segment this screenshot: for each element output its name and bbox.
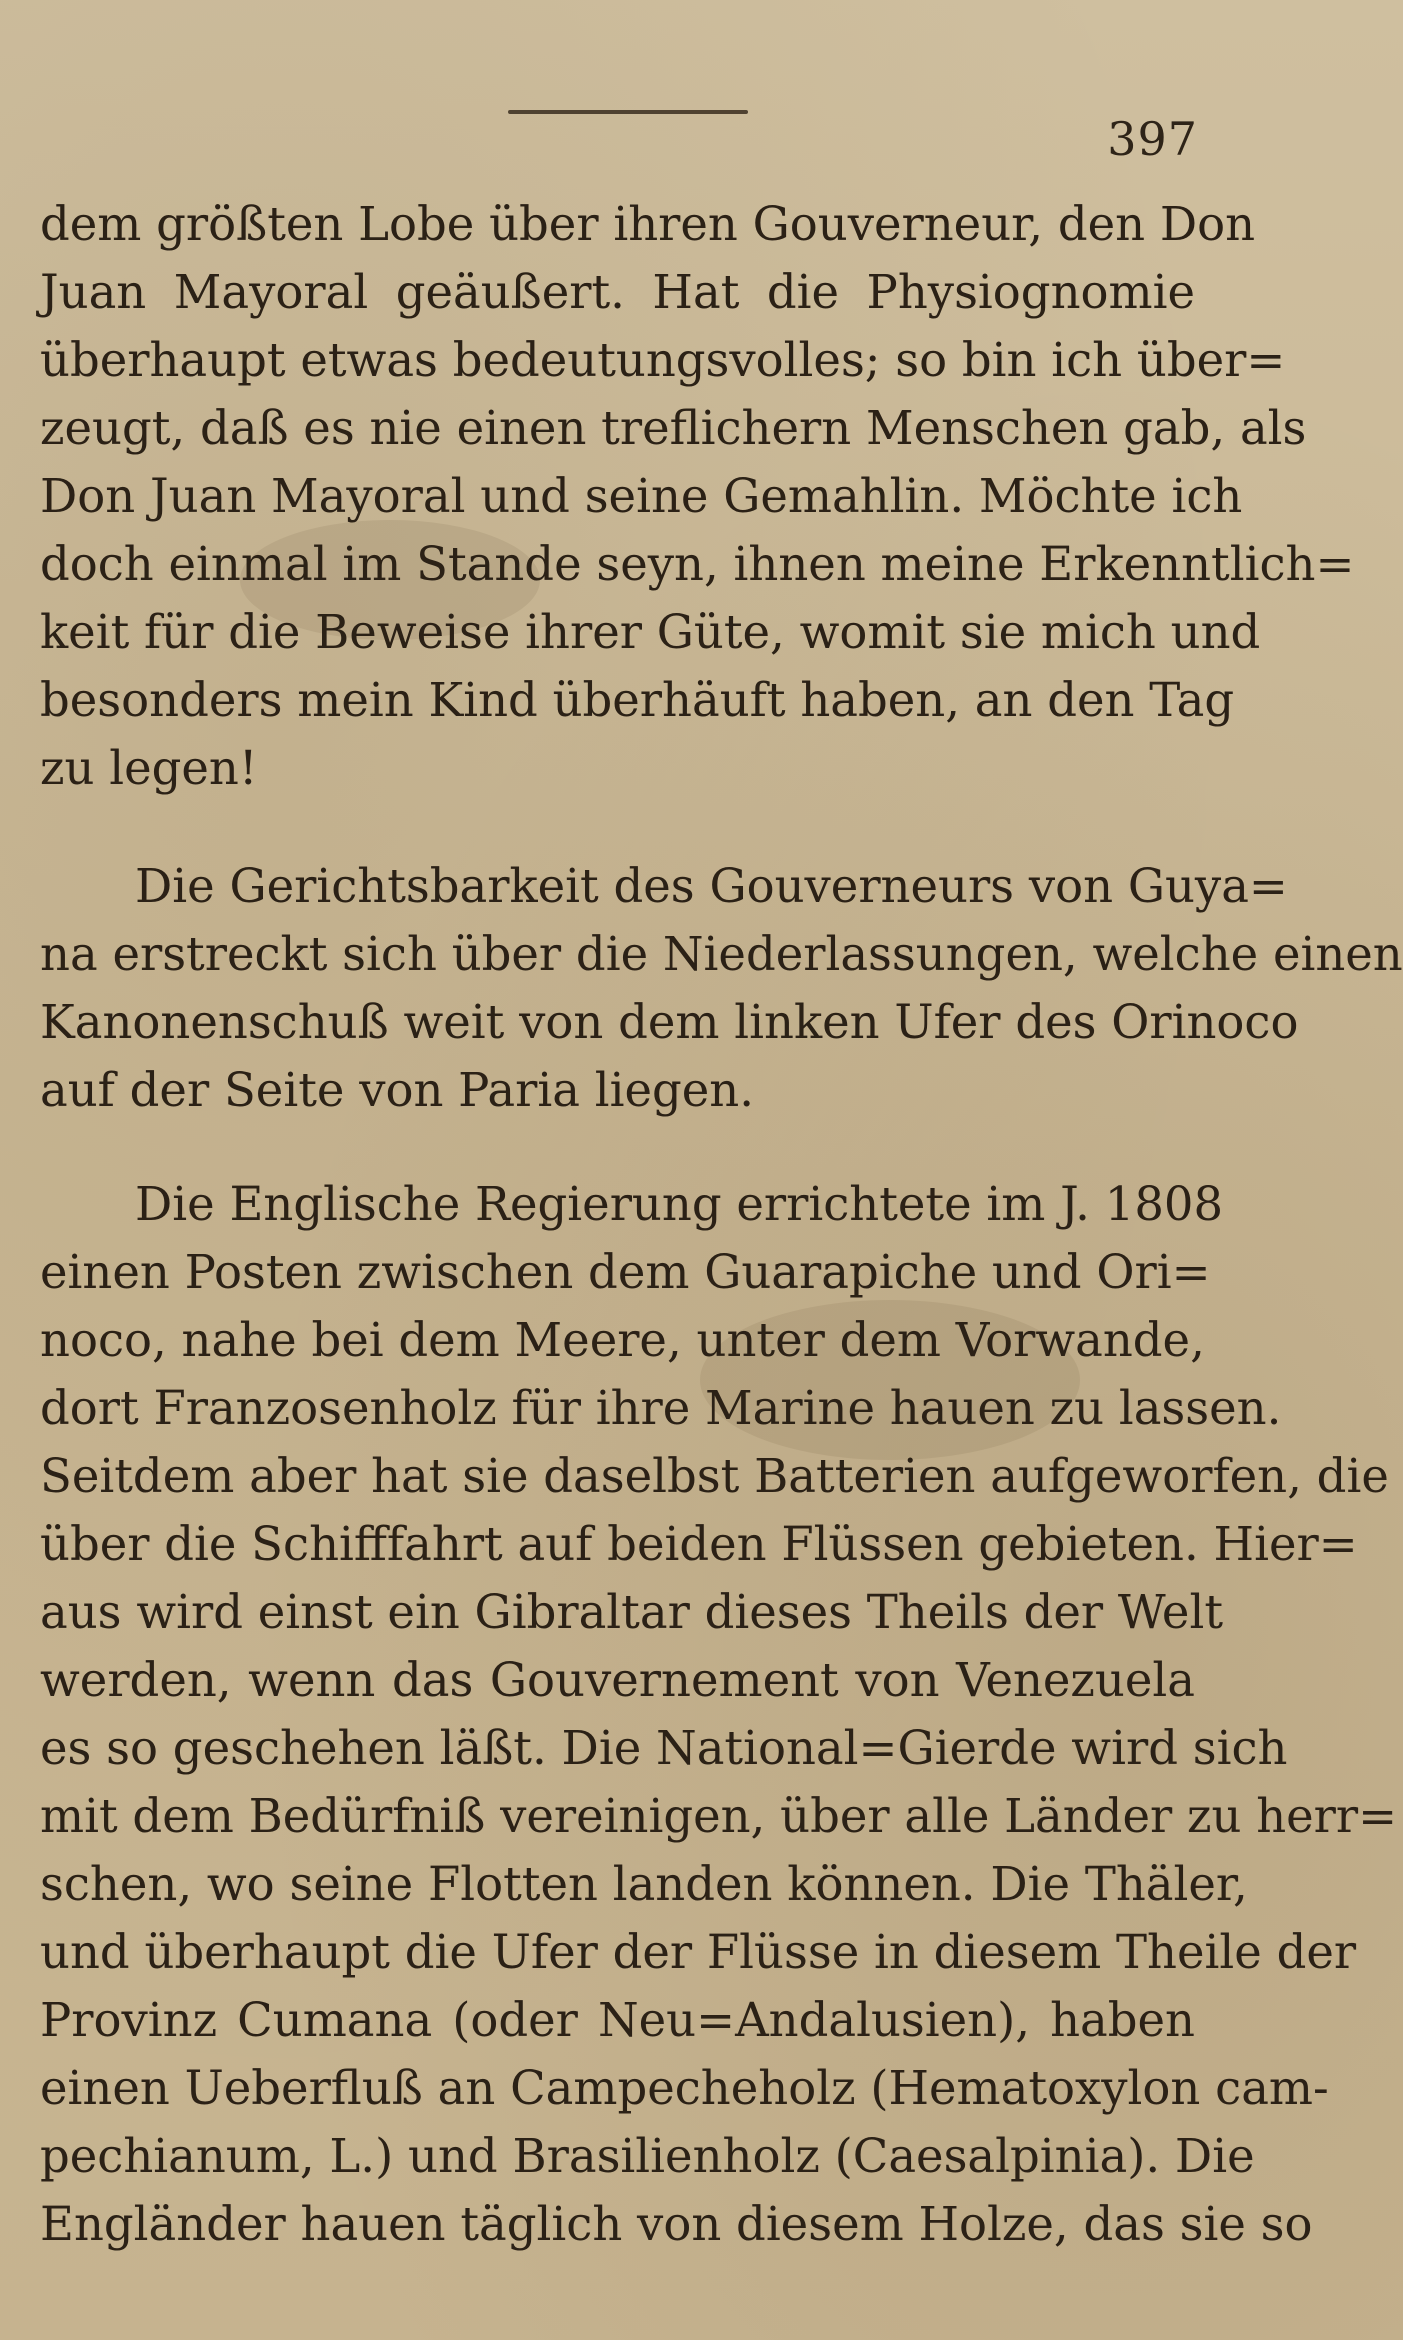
text-line: Engländer hauen täglich von diesem Holze, das sie so bbox=[40, 2197, 1313, 2251]
text-line: es so geschehen läßt. Die National=Gierde wird sich bbox=[40, 1721, 1288, 1775]
text-line: dort Franzosenholz für ihre Marine hauen zu lassen. bbox=[40, 1381, 1282, 1435]
text-line: besonders mein Kind überhäuft haben, an den Tag bbox=[40, 673, 1235, 727]
text-line: auf der Seite von Paria liegen. bbox=[40, 1063, 754, 1117]
text-line: zu legen! bbox=[40, 741, 258, 795]
text-line: und überhaupt die Ufer der Flüsse in diesem Theile der bbox=[40, 1925, 1357, 1979]
text-line: einen Ueberfluß an Campecheholz (Hematoxylon cam- bbox=[40, 2061, 1329, 2115]
text-line: schen, wo seine Flotten landen können. Die Thäler, bbox=[40, 1857, 1248, 1911]
text-line: überhaupt etwas bedeutungsvolles; so bin ich über= bbox=[40, 333, 1286, 387]
paragraph-3 bbox=[40, 1170, 1398, 2258]
paragraph-1 bbox=[40, 190, 1355, 802]
text-line: Die Englische Regierung errichtete im J. 1808 bbox=[135, 1177, 1224, 1231]
header-rule bbox=[508, 110, 748, 114]
page-number: 397 bbox=[1107, 112, 1198, 166]
text-line: dem größten Lobe über ihren Gouverneur, den Don bbox=[40, 197, 1256, 251]
text-line: pechianum, L.) und Brasilienholz (Caesalpinia). Die bbox=[40, 2129, 1255, 2183]
text-line: Seitdem aber hat sie daselbst Batterien aufgeworfen, die bbox=[40, 1449, 1389, 1503]
text-line: noco, nahe bei dem Meere, unter dem Vorwande, bbox=[40, 1313, 1205, 1367]
text-line: Provinz Cumana (oder Neu=Andalusien), haben bbox=[40, 1993, 1195, 2047]
text-line: mit dem Bedürfniß vereinigen, über alle Länder zu herr= bbox=[40, 1789, 1398, 1843]
text-line: über die Schifffahrt auf beiden Flüssen gebieten. Hier= bbox=[40, 1517, 1358, 1571]
text-line: doch einmal im Stande seyn, ihnen meine Erkenntlich= bbox=[40, 537, 1355, 591]
text-line: na erstreckt sich über die Niederlassungen, welche einen bbox=[40, 927, 1403, 981]
text-line: Don Juan Mayoral und seine Gemahlin. Möchte ich bbox=[40, 469, 1243, 523]
text-line: keit für die Beweise ihrer Güte, womit sie mich und bbox=[40, 605, 1261, 659]
text-line: Kanonenschuß weit von dem linken Ufer des Orinoco bbox=[40, 995, 1299, 1049]
text-line: Die Gerichtsbarkeit des Gouverneurs von Guya= bbox=[135, 859, 1288, 913]
text-line: einen Posten zwischen dem Guarapiche und Ori= bbox=[40, 1245, 1211, 1299]
text-line: aus wird einst ein Gibraltar dieses Theils der Welt bbox=[40, 1585, 1224, 1639]
paragraph-2 bbox=[40, 852, 1403, 1124]
text-line: werden, wenn das Gouvernement von Venezuela bbox=[40, 1653, 1195, 1707]
text-line: Juan Mayoral geäußert. Hat die Physiognomie bbox=[40, 265, 1195, 319]
text-line: zeugt, daß es nie einen treflichern Menschen gab, als bbox=[40, 401, 1307, 455]
